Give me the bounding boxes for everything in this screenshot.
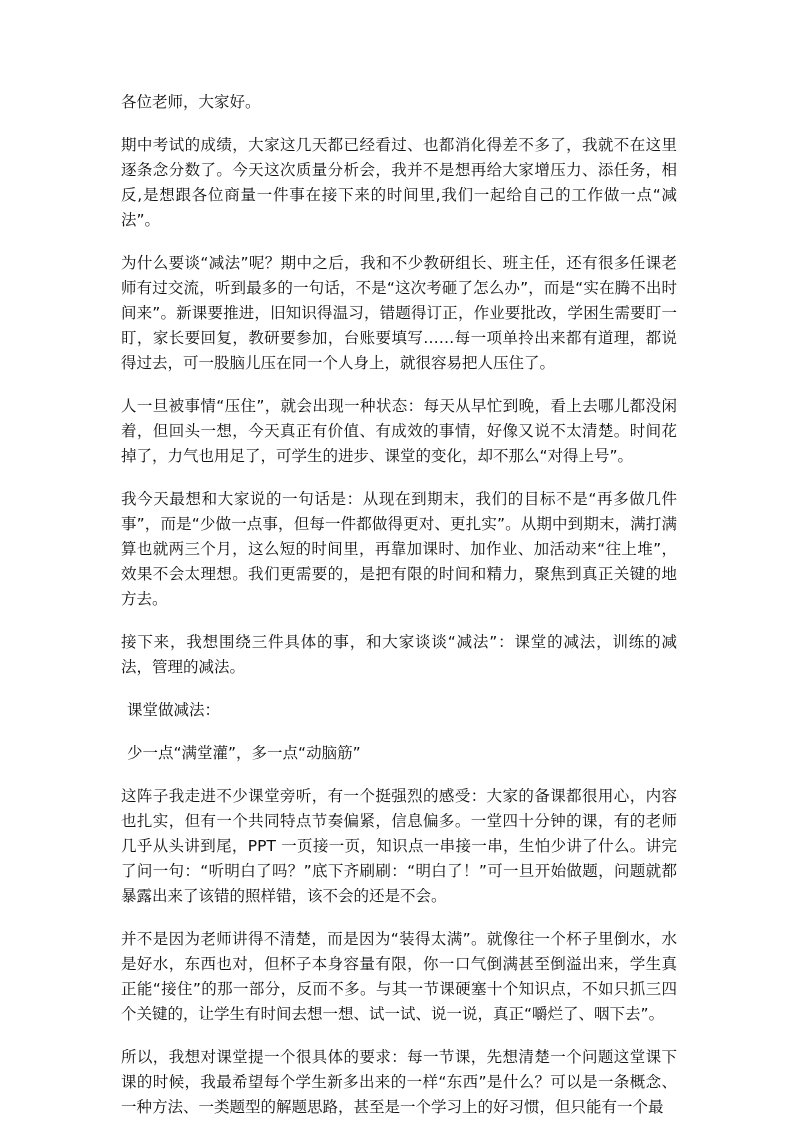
pressure-state-paragraph: 人一旦被事情“压住”，就会出现一种状态：每天从早忙到晚，看上去哪儿都没闲着，但回头一想，今天真正有价值、有成效的事情，好像又说不太清楚。时间花掉了，力气也用足了，可学生的进步、课堂的变化，却不那么“对得上号”。 bbox=[121, 397, 677, 465]
cup-analogy-paragraph: 并不是因为老师讲得不清楚，而是因为“装得太满”。就像往一个杯子里倒水，水是好水，东西也对，但杯子本身容量有限，你一口气倒满甚至倒溢出来，学生真正能“接住”的那一部分，反而不多。与其一节课硬塞十个知识点，不如只抓三四个关键的，让学生有时间去想一想、试一试、说一说，真正“嚼烂了、咽下去”。 bbox=[121, 930, 677, 1023]
section-heading: 课堂做减法： bbox=[127, 701, 221, 719]
key-message-paragraph: 我今天最想和大家说的一句话是：从现在到期末，我们的目标不是“再多做几件事”，而是“少做一点事，但每一件都做得更对、更扎实”。从期中到期末，满打满算也就两三个月，这么短的时间里，再靠加课时、加作业、加活动来“往上堆”，效果不会太理想。我们更需要的，是把有限的时间和精力，聚焦到真正关键的地方去。 bbox=[121, 490, 677, 608]
intro-paragraph: 期中考试的成绩，大家这几天都已经看过、也都消化得差不多了，我就不在这里逐条念分数了。今天这次质量分析会，我并不是想再给大家增压力、添任务，相反,是想跟各位商量一件事在接下来的时间里,我们一起给自己的工作做一点“减法”。 bbox=[121, 136, 677, 229]
why-subtraction-paragraph: 为什么要谈“减法”呢？期中之后，我和不少教研组长、班主任，还有很多任课老师有过交流，听到最多的一句话，不是“这次考砸了怎么办”，而是“实在腾不出时间来”。新课要推进，旧知识得温习，错题得订正，作业要批改，学困生需要盯一盯，家长要回复，教研要参加，台账要填写……每一项单拎出来都有道理，都说得过去，可一股脑儿压在同一个人身上，就很容易把人压住了。 bbox=[121, 254, 677, 372]
classroom-observation-paragraph: 这阵子我走进不少课堂旁听，有一个挺强烈的感受：大家的备课都很用心，内容也扎实，但有一个共同特点节奏偏紧，信息偏多。一堂四十分钟的课，有的老师几乎从头讲到尾，PPT 一页接一页，知识点一串接一串，生怕少讲了什么。讲完了问一句：“听明白了吗？”底下齐刷刷：“明白了！”可一旦开始做题，问题就都暴露出来了该错的照样错，该不会的还是不会。 bbox=[121, 787, 677, 905]
section-subheading: 少一点“满堂灌”，多一点“动脑筋” bbox=[127, 744, 361, 762]
speech-body bbox=[121, 90, 677, 1138]
three-topics-paragraph: 接下来，我想围绕三件具体的事，和大家谈谈“减法”：课堂的减法，训练的减法，管理的减法。 bbox=[121, 633, 677, 676]
greeting-paragraph: 各位老师，大家好。 bbox=[121, 93, 261, 111]
classroom-requirement-paragraph: 所以，我想对课堂提一个很具体的要求：每一节课，先想清楚一个问题这堂课下课的时候，我最希望每个学生新多出来的一样“东西”是什么？可以是一条概念、一种方法、一类题型的解题思路，甚至是一个学习上的好习惯，但只能有一个最 bbox=[121, 1048, 677, 1116]
